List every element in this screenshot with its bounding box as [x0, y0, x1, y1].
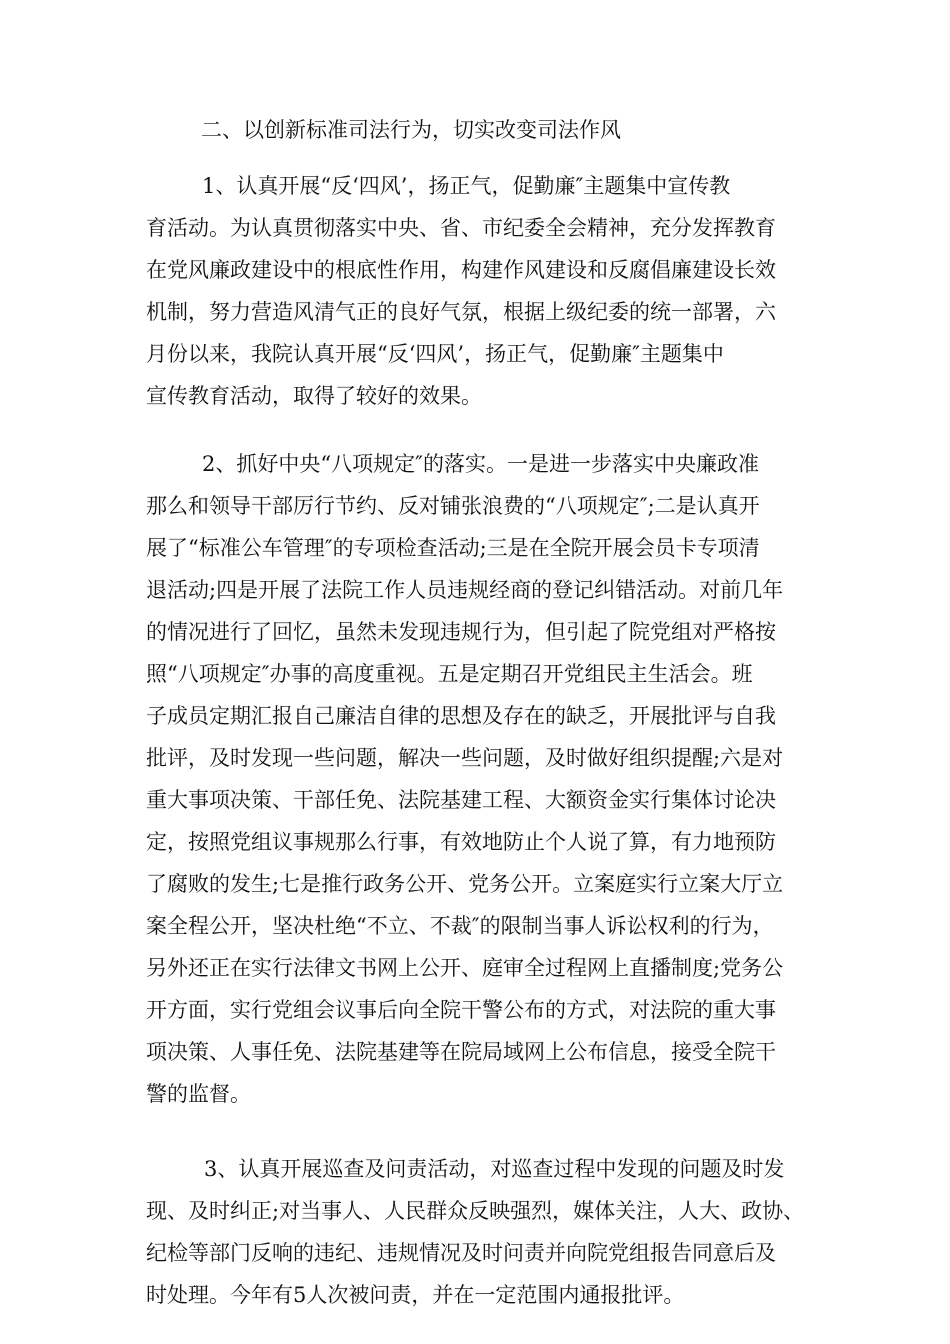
paragraph-line: 开方面，实行党组会议事后向全院干警公布的方式，对法院的重大事 [146, 998, 776, 1022]
paragraph-line: 了腐败的发生;七是推行政务公开、党务公开。立案庭实行立案大厅立 [146, 872, 784, 896]
paragraph-line: 时处理。今年有5人次被问责，并在一定范围内通报批评。 [146, 1283, 685, 1307]
paragraph-line: 3、认真开展巡查及问责活动，对巡查过程中发现的问题及时发 [204, 1157, 785, 1181]
paragraph-line: 那么和领导干部厉行节约、反对铺张浪费的“八项规定″;二是认真开 [146, 494, 760, 518]
paragraph-line: 重大事项决策、干部任免、法院基建工程、大额资金实行集体讨论决 [146, 788, 776, 812]
section-heading: 二、以创新标准司法行为，切实改变司法作风 [201, 118, 621, 142]
paragraph-1 [146, 165, 806, 417]
paragraph-line: 宣传教育活动，取得了较好的效果。 [146, 384, 482, 408]
paragraph-line: 子成员定期汇报自己廉洁自律的思想及存在的缺乏，开展批评与自我 [146, 704, 776, 728]
paragraph-line: 定，按照党组议事规那么行事，有效地防止个人说了算，有力地预防 [146, 830, 776, 854]
paragraph-line: 在党风廉政建设中的根底性作用，构建作风建设和反腐倡廉建设长效 [146, 258, 776, 282]
paragraph-2 [146, 443, 806, 1115]
paragraph-line: 案全程公开，坚决杜绝“不立、不裁″的限制当事人诉讼权利的行为， [146, 914, 774, 938]
paragraph-line: 2、抓好中央“八项规定″的落实。一是进一步落实中央廉政准 [202, 452, 759, 476]
paragraph-line: 照“八项规定″办事的高度重视。五是定期召开党组民主生活会。班 [146, 662, 753, 686]
paragraph-line: 批评，及时发现一些问题，解决一些问题，及时做好组织提醒;六是对 [146, 746, 784, 770]
paragraph-line: 机制，努力营造风清气正的良好气氛，根据上级纪委的统一部署，六 [146, 300, 776, 324]
paragraph-line: 展了“标准公车管理″的专项检查活动;三是在全院开展会员卡专项清 [146, 536, 760, 560]
paragraph-line: 的情况进行了回忆，虽然未发现违规行为，但引起了院党组对严格按 [146, 620, 776, 644]
paragraph-line: 退活动;四是开展了法院工作人员违规经商的登记纠错活动。对前几年 [146, 578, 784, 602]
paragraph-3 [146, 1148, 806, 1316]
paragraph-line: 纪检等部门反响的违纪、违规情况及时问责并向院党组报告同意后及 [146, 1241, 776, 1265]
paragraph-line: 现、及时纠正;对当事人、人民群众反映强烈，媒体关注，人大、政协、 [146, 1199, 805, 1223]
paragraph-line: 另外还正在实行法律文书网上公开、庭审全过程网上直播制度;党务公 [146, 956, 784, 980]
paragraph-line: 警的监督。 [146, 1082, 251, 1106]
paragraph-line: 1、认真开展“反‘四风’，扬正气，促勤廉″主题集中宣传教 [202, 174, 731, 198]
paragraph-line: 育活动。为认真贯彻落实中央、省、市纪委全会精神，充分发挥教育 [146, 216, 776, 240]
paragraph-line: 月份以来，我院认真开展“反‘四风’，扬正气，促勤廉″主题集中 [146, 342, 724, 366]
paragraph-line: 项决策、人事任免、法院基建等在院局域网上公布信息，接受全院干 [146, 1040, 776, 1064]
